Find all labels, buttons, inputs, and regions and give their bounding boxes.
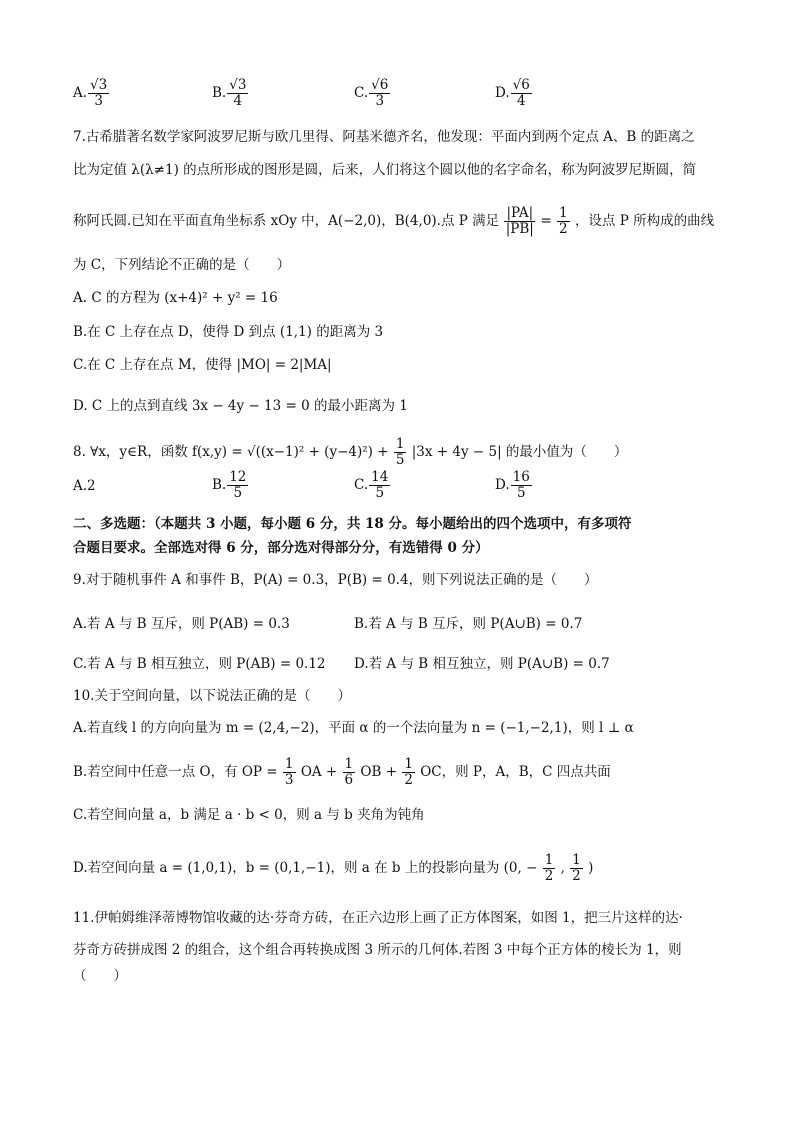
- numerator: 1: [544, 852, 554, 868]
- numerator: √6: [371, 77, 389, 93]
- denominator: 2: [572, 868, 581, 884]
- numerator: √3: [229, 77, 247, 93]
- q6-option-c: [354, 78, 391, 109]
- q7-stem-line-3: [73, 206, 714, 237]
- numerator: 1: [404, 756, 413, 772]
- q7-option-d: D. C 上的点到直线 3x − 4y − 13 = 0 的最小距离为 1: [73, 398, 408, 414]
- equals-sign: =: [540, 213, 552, 229]
- q6-option-d: [495, 78, 533, 109]
- option-label: B.: [212, 85, 227, 101]
- numerator: 1: [284, 756, 294, 772]
- q7-stem-line-1: 7.古希腊著名数学家阿波罗尼斯与欧几里得、阿基米德齐名，他发现：平面内到两个定点 A、B 的距离之: [73, 129, 695, 145]
- denominator: |PB|: [505, 221, 534, 237]
- fraction: [88, 78, 109, 109]
- numerator: √3: [90, 77, 108, 93]
- numerator: 14: [371, 469, 389, 485]
- option-label: B.: [212, 477, 227, 493]
- q8-stem: [73, 437, 627, 468]
- q8-option-c: [354, 470, 391, 501]
- numerator: 16: [512, 469, 530, 485]
- fraction: [227, 470, 248, 501]
- denominator: 5: [375, 485, 385, 501]
- option-label: C.: [354, 85, 369, 101]
- q10-text: B.若空间中任意一点 O，有 OP =: [73, 764, 278, 780]
- numerator: √6: [512, 77, 530, 93]
- fraction: [511, 470, 532, 501]
- fraction: [570, 853, 583, 884]
- denominator: 5: [516, 485, 526, 501]
- fifth-fraction: [394, 437, 407, 468]
- numerator: 1: [572, 852, 581, 868]
- q10-text: D.若空间向量 a = (1,0,1)，b = (0,1,−1)，则 a 在 b 上的投影向量为: [73, 860, 500, 876]
- option-label: A.2: [73, 478, 96, 494]
- numerator: |PA|: [506, 205, 534, 221]
- denominator: 6: [344, 772, 354, 788]
- q8-option-a: [73, 478, 96, 494]
- fraction: [402, 757, 415, 788]
- q8-text: 8. ∀x，y∈R，函数 f(x,y) = √((x−1)² + (y−4)²) +: [73, 444, 389, 460]
- ratio-fraction: [504, 206, 535, 237]
- q10-text: ,: [560, 860, 565, 876]
- q9-option-c: C.若 A 与 B 相互独立，则 P(AB) = 0.12: [73, 656, 326, 672]
- q9-stem: 9.对于随机事件 A 和事件 B，P(A) = 0.3，P(B) = 0.4，则下列说法正确的是（ ）: [73, 572, 598, 588]
- option-label: A.: [73, 85, 88, 101]
- denominator: 2: [404, 772, 413, 788]
- q7-text: ，设点 P 所构成的曲线: [574, 213, 715, 229]
- numerator: 12: [229, 469, 247, 485]
- q10-text: OC，则 P，A，B，C 四点共面: [420, 764, 611, 780]
- half-fraction: [557, 206, 570, 237]
- numerator: 1: [344, 756, 354, 772]
- q8-text: |3x + 4y − 5| 的最小值为（ ）: [411, 444, 628, 460]
- q10-option-d: [73, 853, 593, 884]
- q7-option-c: C.在 C 上存在点 M，使得 |MO| = 2|MA|: [73, 357, 332, 373]
- denominator: 2: [559, 221, 568, 237]
- denominator: 5: [233, 485, 243, 501]
- fraction: [511, 78, 532, 109]
- q8-option-d: [495, 470, 533, 501]
- option-label: C.: [354, 477, 369, 493]
- q7-stem-line-2: 比为定值 λ(λ≠1) 的点所形成的图形是圆，后来，人们将这个圆以他的名字命名，称为阿波罗尼斯圆，简: [73, 162, 697, 178]
- option-label: D.: [495, 85, 510, 101]
- q6-option-a: [73, 78, 110, 109]
- q10-text: OB +: [360, 764, 398, 780]
- fraction: [283, 757, 296, 788]
- section2-header-line-1: 二、多选题：（本题共 3 小题，每小题 6 分，共 18 分。每小题给出的四个选项中，有多项符: [73, 516, 632, 532]
- q7-text: 称阿氏圆.已知在平面直角坐标系 xOy 中，A(−2,0)，B(4,0).点 P 满足: [73, 213, 500, 229]
- denominator: 4: [516, 93, 526, 109]
- q10-option-b: [73, 757, 611, 788]
- q10-text: ): [588, 860, 594, 876]
- fraction: [369, 470, 390, 501]
- q9-option-b: B.若 A 与 B 互斥，则 P(A∪B) = 0.7: [354, 616, 583, 632]
- q6-option-b: [212, 78, 249, 109]
- q7-option-b: B.在 C 上存在点 D，使得 D 到点 (1,1) 的距离为 3: [73, 324, 384, 340]
- q11-stem-line-1: 11.伊帕姆维泽蒂博物馆收藏的达·芬奇方砖，在正六边形上画了正方体图案，如图 1，把三片这样的达·: [73, 910, 683, 926]
- q10-text: (0, −: [503, 860, 538, 876]
- denominator: 2: [544, 868, 554, 884]
- q8-option-b: [212, 470, 249, 501]
- q7-stem-line-4: 为 C，下列结论不正确的是（ ）: [73, 257, 291, 273]
- q10-option-c: C.若空间向量 a，b 满足 a · b < 0，则 a 与 b 夹角为钝角: [73, 807, 425, 823]
- fraction: [227, 78, 248, 109]
- fraction: [543, 853, 556, 884]
- q10-stem: 10.关于空间向量，以下说法正确的是（ ）: [73, 688, 351, 704]
- q10-option-a: A.若直线 l 的方向向量为 m = (2,4,−2)，平面 α 的一个法向量为 n = (−1,−2,1)，则 l ⊥ α: [73, 720, 634, 736]
- numerator: 1: [395, 436, 405, 452]
- denominator: 5: [395, 452, 405, 468]
- denominator: 4: [233, 93, 243, 109]
- denominator: 3: [375, 93, 385, 109]
- section2-header-line-2: 合题目要求。全部选对得 6 分，部分选对得部分分，有选错得 0 分）: [73, 540, 489, 556]
- fraction: [343, 757, 356, 788]
- q10-text: OA +: [300, 764, 338, 780]
- q11-stem-line-2: 芬奇方砖拼成图 2 的组合，这个组合再转换成图 3 所示的几何体.若图 3 中每个正方体的棱长为 1，则: [73, 942, 682, 958]
- option-label: D.: [495, 477, 510, 493]
- q9-option-a: A.若 A 与 B 互斥，则 P(AB) = 0.3: [73, 616, 290, 632]
- denominator: 3: [94, 93, 103, 109]
- fraction: [369, 78, 390, 109]
- denominator: 3: [284, 772, 294, 788]
- q9-option-d: D.若 A 与 B 相互独立，则 P(A∪B) = 0.7: [354, 656, 610, 672]
- q11-stem-line-3: （ ）: [73, 968, 127, 984]
- q7-option-a: A. C 的方程为 (x+4)² + y² = 16: [73, 290, 278, 306]
- numerator: 1: [559, 205, 568, 221]
